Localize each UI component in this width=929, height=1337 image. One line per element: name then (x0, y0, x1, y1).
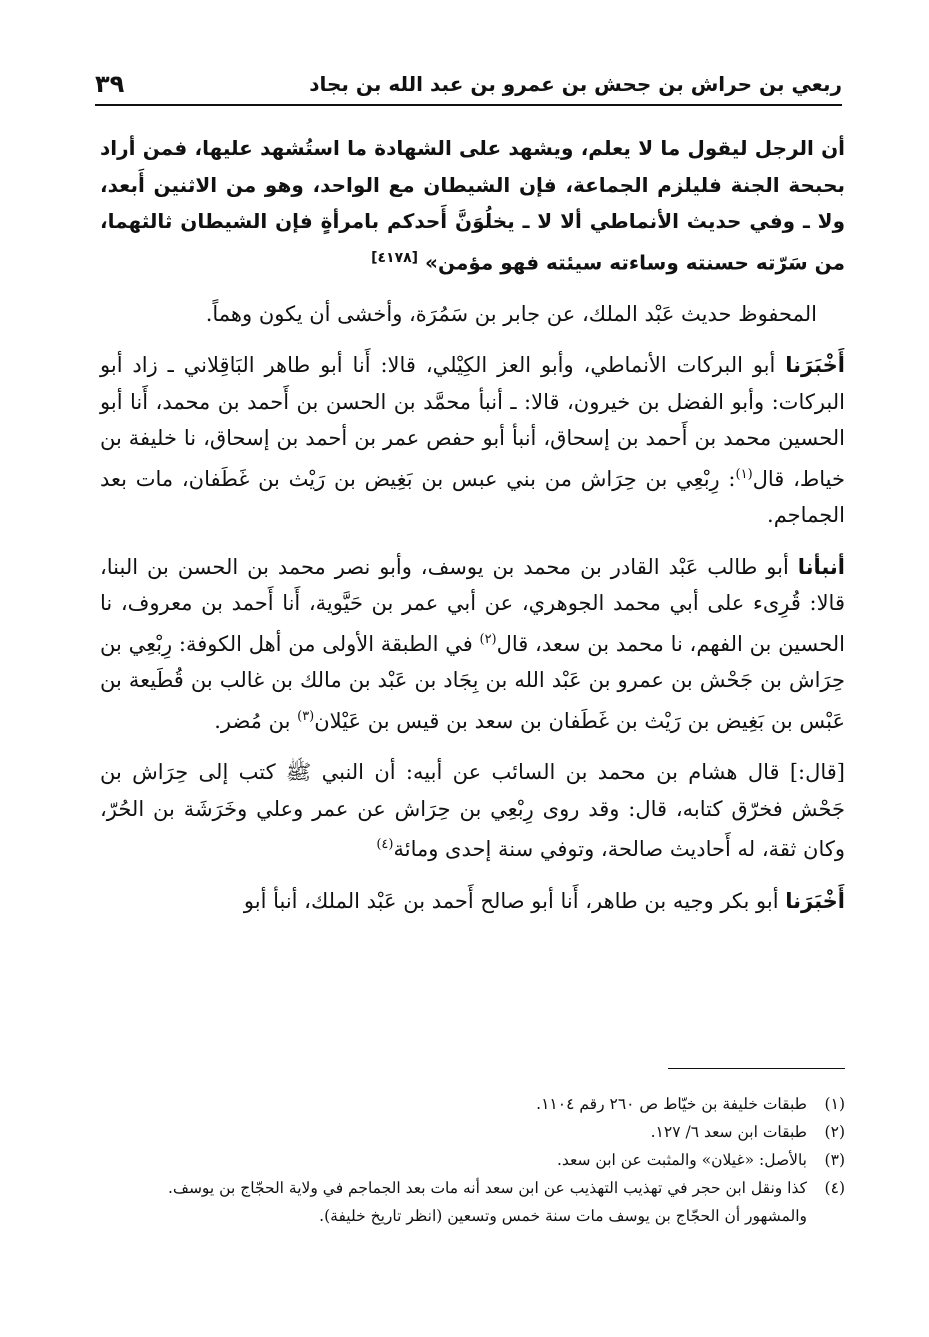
paragraph-text: في الطبقة الأولى من أهل الكوفة: رِبْعِي بن حِرَاش بن جَحْش بن عمرو بن عَبْد الله بن بِجَاد بن عَبْد بن مالك بن غالب بن قُطَيعة بن عَبْس بن بَغِيض بن رَيْث بن غَطَفان بن سعد بن قيس بن عَيْلان (100, 631, 845, 733)
lead-word: أنبأنا (797, 554, 845, 579)
lead-word: أَخْبَرَنا (785, 353, 845, 378)
footnote-1 (100, 1090, 845, 1118)
quote-text: أن الرجل ليقول ما لا يعلم، ويشهد على الشهادة ما استُشهد عليها، فمن أراد بحبحة الجنة فليلزم الجماعة، فإن الشيطان مع الواحد، وهو من الاثنين أَبعد، ولا ـ وفي حديث الأنماطي ألا لا ـ يخلُوَنَّ أَحدكم بامرأةٍ فإن الشيطان ثالثهما، من سَرّته حسنته وساءته سيئته فهو مؤمن» (100, 136, 845, 275)
isnad-paragraph-2 (100, 549, 845, 740)
paragraph-text: [قال:] قال هشام بن محمد بن السائب عن أبيه: أن النبي ﷺ كتب إلى حِرَاش بن جَحْش فخرّق كتابه، قال: وقد روى رِبْعِي بن حِرَاش عن عمر وعلي وخَرَشَة بن الحُرّ، وكان ثقة، له أَحاديث صالحة، وتوفي سنة إحدى ومائة (100, 760, 845, 862)
hadith-quote-paragraph (100, 130, 845, 281)
paragraph-text: أبو طالب عَبْد القادر بن محمد بن يوسف، وأبو نصر محمد بن الحسن بن البنا، قالا: قُرِىء على أبي محمد الجوهري، عن أبي عمر بن حَيَّوية، أَنا أَحمد بن معروف، نا الحسين بن الفهم، نا محمد بن سعد، قال (100, 554, 845, 656)
footnote-3 (100, 1146, 845, 1174)
isnad-paragraph-1 (100, 347, 845, 534)
footnote-number: (١) (824, 1095, 845, 1113)
remark-text: المحفوظ حديث عَبْد الملك، عن جابر بن سَمُرَة، وأخشى أن يكون وهماً. (205, 301, 817, 326)
paragraph-text: : رِبْعِي بن حِرَاش من بني عبس بن بَغِيض بن رَيْث بن غَطَفان، مات بعد الجماجم. (100, 466, 845, 528)
footnote-marker-3[interactable]: (٣) (297, 708, 315, 724)
footnote-number: (٢) (824, 1123, 845, 1141)
footnote-4 (100, 1174, 845, 1202)
footnote-text: طبقات خليفة بن خيّاط ص ٢٦٠ رقم ١١٠٤. (536, 1095, 807, 1113)
running-title: ربعي بن حراش بن جحش بن عمرو بن عبد الله بن بجاد (309, 72, 842, 96)
paragraph-text: أبو البركات الأنماطي، وأبو العز الكِيْلي، قالا: أَنا أبو طاهر البَاقِلاني ـ زاد أبو البركات: وأبو الفضل بن خيرون، قالا: ـ أنبأ محمَّد بن الحسن بن أَحمد بن محمد، أَنا أبو الحسين محمد بن أَحمد بن إسحاق، أنبأ أبو حفص عمر بن أحمد بن إسحاق، نا خليفة بن خياط، قال (100, 353, 845, 491)
paragraph-text: أبو بكر وجيه بن طاهر، أَنا أبو صالح أَحمد بن عَبْد الملك، أنبأ أبو (243, 888, 786, 913)
isnad-paragraph-3 (100, 883, 845, 920)
footnote-number: (٤) (824, 1179, 845, 1197)
main-text (100, 130, 845, 934)
paragraph-text: بن مُضر. (214, 708, 298, 733)
narration-paragraph (100, 754, 845, 868)
remark-paragraph (100, 296, 845, 333)
page-header (95, 64, 842, 106)
footnote-text: طبقات ابن سعد ٦/ ١٢٧. (650, 1123, 807, 1141)
footnote-number: (٣) (824, 1151, 845, 1169)
footnote-text: كذا ونقل ابن حجر في تهذيب التهذيب عن ابن سعد أنه مات بعد الجماجم في ولاية الحجّاج بن يوسف. (167, 1179, 807, 1197)
footnote-divider (668, 1068, 845, 1069)
footnote-marker-4[interactable]: (٤) (376, 837, 394, 853)
lead-word: أَخْبَرَنا (785, 888, 845, 913)
footnote-4-continuation: والمشهور أن الحجّاج بن يوسف مات سنة خمس وتسعين (انظر تاريخ خليفة). (319, 1207, 807, 1225)
footnote-text: بالأصل: «غيلان» والمثبت عن ابن سعد. (556, 1151, 807, 1169)
footnotes-section (100, 1090, 845, 1230)
page-number: ٣٩ (95, 70, 125, 98)
hadith-reference-number: [٤١٧٨] (371, 249, 419, 266)
footnote-marker-1[interactable]: (١) (735, 466, 753, 482)
footnote-2 (100, 1118, 845, 1146)
footnote-marker-2[interactable]: (٢) (479, 631, 497, 647)
